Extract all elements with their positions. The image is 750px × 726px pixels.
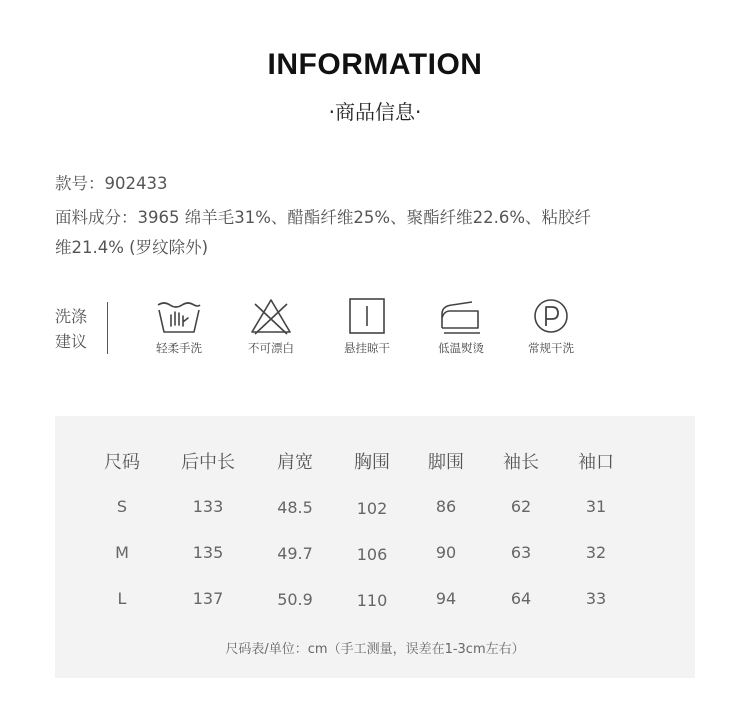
wash-label-line-1: 洗涤 bbox=[55, 307, 88, 326]
subtitle: ·商品信息· bbox=[328, 100, 422, 124]
size-table-panel bbox=[55, 416, 695, 678]
dry-clean-icon bbox=[526, 296, 576, 336]
column-header-back-length: 后中长 bbox=[181, 452, 235, 473]
table-cell: 137 bbox=[192, 589, 224, 608]
care-item-hang-dry bbox=[325, 296, 409, 356]
table-cell: 31 bbox=[585, 497, 607, 516]
care-item-low-iron bbox=[419, 296, 503, 356]
fabric-composition-line-1: 面料成分：3965 绵羊毛31%、醋酯纤维25%、聚酯纤维22.6%、粘胶纤 bbox=[55, 208, 592, 227]
care-label: 低温熨烫 bbox=[438, 341, 484, 355]
column-header-size: 尺码 bbox=[104, 452, 140, 473]
low-iron-icon bbox=[436, 296, 486, 336]
care-label: 不可漂白 bbox=[248, 341, 294, 355]
wash-divider bbox=[107, 302, 108, 354]
wash-label-line-2: 建议 bbox=[55, 332, 88, 351]
hang-dry-icon bbox=[342, 296, 392, 336]
care-label: 常规干洗 bbox=[528, 341, 574, 355]
title: INFORMATION bbox=[267, 48, 483, 81]
table-cell: 110 bbox=[356, 591, 388, 610]
table-cell: L bbox=[117, 589, 127, 608]
table-cell: 48.5 bbox=[277, 498, 313, 517]
fabric-composition-line-2: 维21.4% (罗纹除外) bbox=[55, 238, 209, 257]
table-cell: 86 bbox=[435, 497, 457, 516]
table-cell: 90 bbox=[435, 543, 457, 562]
table-cell: 106 bbox=[356, 545, 388, 564]
table-cell: 49.7 bbox=[277, 544, 313, 563]
care-label: 轻柔手洗 bbox=[156, 341, 202, 355]
care-item-no-bleach bbox=[229, 296, 313, 356]
table-cell: 135 bbox=[192, 543, 224, 562]
table-cell: 94 bbox=[435, 589, 457, 608]
table-cell: 133 bbox=[192, 497, 224, 516]
column-header-hem: 脚围 bbox=[428, 452, 464, 473]
column-header-cuff: 袖口 bbox=[578, 452, 614, 473]
style-number: 款号：902433 bbox=[55, 174, 168, 193]
care-item-dry-clean bbox=[509, 296, 593, 356]
care-label: 悬挂晾干 bbox=[344, 341, 390, 355]
table-cell: 62 bbox=[510, 497, 532, 516]
table-cell: 33 bbox=[585, 589, 607, 608]
table-cell: 32 bbox=[585, 543, 607, 562]
size-table-note: 尺码表/单位：cm（手工测量，误差在1-3cm左右） bbox=[225, 642, 525, 657]
column-header-sleeve-length: 袖长 bbox=[503, 452, 539, 473]
table-cell: 64 bbox=[510, 589, 532, 608]
wash-advice-label bbox=[55, 304, 87, 354]
table-cell: 102 bbox=[356, 499, 388, 518]
care-item-hand-wash bbox=[137, 296, 221, 356]
table-cell: S bbox=[116, 497, 128, 516]
hand-wash-icon bbox=[154, 296, 204, 336]
column-header-shoulder: 肩宽 bbox=[277, 452, 313, 473]
table-cell: 50.9 bbox=[277, 590, 313, 609]
no-bleach-icon bbox=[246, 296, 296, 336]
table-cell: 63 bbox=[510, 543, 532, 562]
column-header-chest: 胸围 bbox=[354, 452, 390, 473]
table-cell: M bbox=[115, 543, 129, 562]
